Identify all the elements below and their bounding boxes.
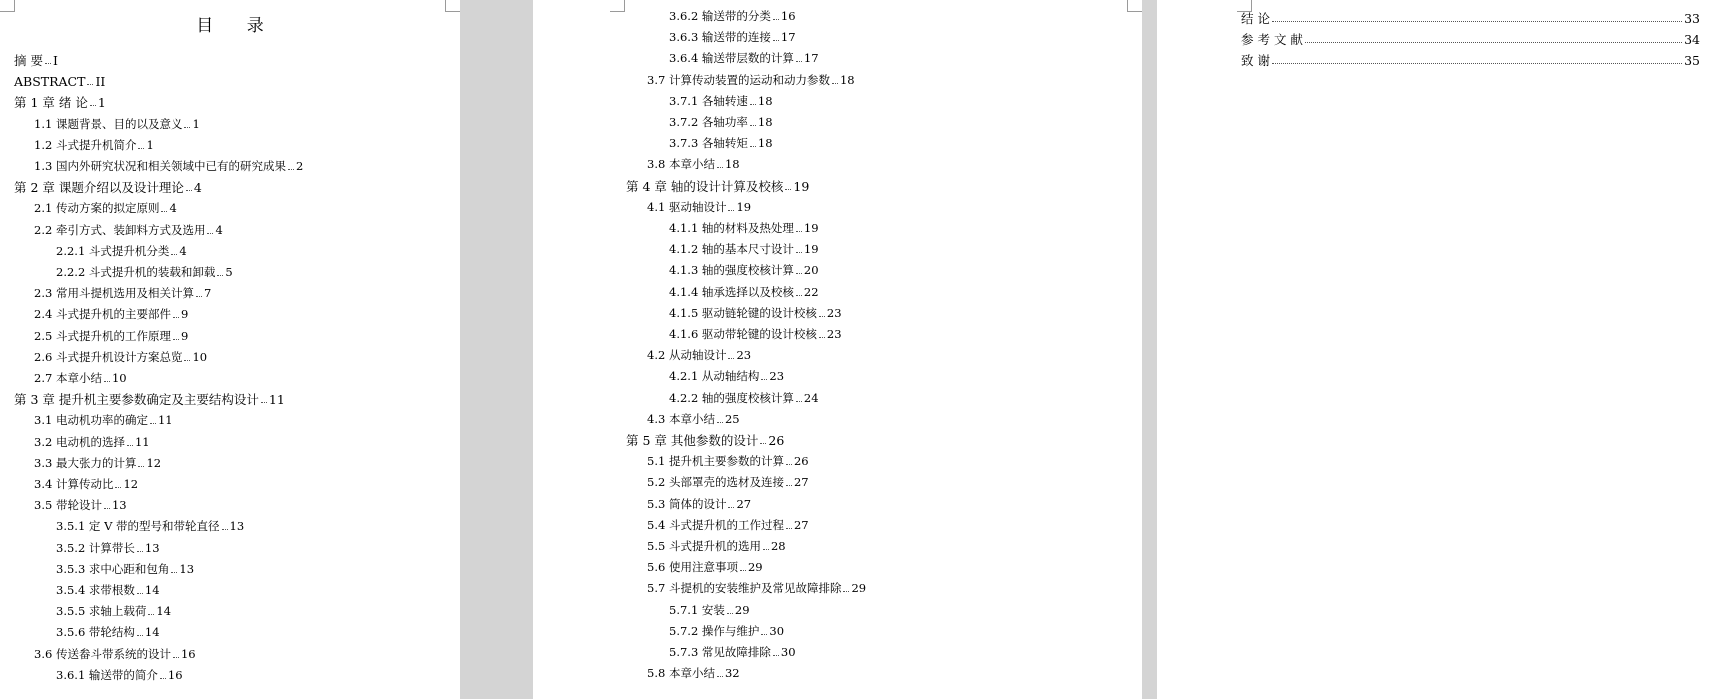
toc-entry[interactable] bbox=[626, 178, 810, 195]
toc-entry-page-number: 23 bbox=[826, 306, 842, 320]
page-corner-mark bbox=[1127, 0, 1142, 12]
toc-entry-title: 3.5.1 定 V 带的型号和带轮直径 bbox=[56, 519, 220, 533]
toc-entry-title: 第 2 章 课题介绍以及设计理论 bbox=[14, 180, 184, 195]
dot-leader bbox=[87, 84, 93, 85]
toc-entry[interactable] bbox=[647, 496, 752, 513]
toc-entry-title: 3.7 计算传动装置的运动和动力参数 bbox=[647, 73, 830, 87]
toc-entry-title: 2.1 传动方案的拟定原则 bbox=[34, 201, 160, 215]
toc-entry[interactable] bbox=[669, 368, 785, 385]
toc-entry-title: 2.2.1 斗式提升机分类 bbox=[56, 244, 170, 258]
dot-leader bbox=[137, 551, 143, 552]
toc-entry[interactable] bbox=[647, 580, 867, 597]
toc-entry-title: 1.3 国内外研究状况和相关领域中已有的研究成果 bbox=[34, 159, 286, 173]
toc-entry[interactable] bbox=[669, 623, 785, 640]
toc-entry-page-number: 25 bbox=[724, 412, 740, 426]
toc-entry-page-number: 27 bbox=[736, 497, 752, 511]
toc-entry-page-number: 16 bbox=[180, 647, 196, 661]
toc-entry[interactable] bbox=[14, 391, 285, 408]
toc-entry-title: 4.2.1 从动轴结构 bbox=[669, 369, 760, 383]
toc-entry-page-number: 24 bbox=[803, 391, 819, 405]
dot-leader bbox=[137, 635, 143, 636]
toc-entry-page-number: 17 bbox=[803, 51, 819, 65]
toc-entry-page-number: 26 bbox=[793, 454, 809, 468]
dot-leader bbox=[1272, 21, 1682, 22]
toc-entry-page-number: 13 bbox=[179, 562, 195, 576]
dot-leader bbox=[217, 275, 223, 276]
toc-entry-page-number: 10 bbox=[111, 371, 127, 385]
toc-entry-title: 4.1.1 轴的材料及热处理 bbox=[669, 221, 794, 235]
toc-entry[interactable] bbox=[669, 602, 750, 619]
dot-leader bbox=[786, 464, 792, 465]
dot-leader bbox=[196, 296, 202, 297]
toc-entry[interactable] bbox=[647, 411, 740, 428]
dot-leader bbox=[186, 190, 192, 191]
toc-entry-page-number: 5 bbox=[225, 265, 233, 279]
dot-leader bbox=[261, 402, 267, 403]
dot-leader bbox=[148, 614, 154, 615]
toc-entry-title: 4.1.5 驱动链轮键的设计校核 bbox=[669, 306, 817, 320]
toc-entry-title: 2.2 牵引方式、装卸料方式及选用 bbox=[34, 223, 206, 237]
toc-entry-title: 5.2 头部罩壳的选材及连接 bbox=[647, 475, 784, 489]
dot-leader bbox=[761, 634, 767, 635]
toc-entry[interactable] bbox=[1241, 52, 1700, 69]
toc-entry-title: 5.7.3 常见故障排除 bbox=[669, 645, 771, 659]
toc-page-2 bbox=[533, 0, 1142, 699]
toc-entry-title: 第 3 章 提升机主要参数确定及主要结构设计 bbox=[14, 392, 259, 407]
toc-entry-page-number: 23 bbox=[736, 348, 752, 362]
dot-leader bbox=[1272, 63, 1682, 64]
toc-entry-title: 5.7.1 安装 bbox=[669, 603, 725, 617]
toc-entry-title: 摘 要 bbox=[14, 53, 43, 68]
toc-entry-title: 3.5 带轮设计 bbox=[34, 498, 102, 512]
dot-leader bbox=[763, 549, 769, 550]
dot-leader bbox=[288, 169, 294, 170]
dot-leader bbox=[773, 19, 779, 20]
toc-entry[interactable] bbox=[669, 114, 773, 131]
dot-leader bbox=[796, 273, 802, 274]
toc-entry-page-number: 19 bbox=[803, 242, 819, 256]
toc-entry[interactable] bbox=[669, 8, 796, 25]
toc-page-1 bbox=[0, 0, 460, 699]
toc-entry-title: 4.2.2 轴的强度校核计算 bbox=[669, 391, 794, 405]
dot-leader bbox=[207, 233, 213, 234]
toc-entry-page-number: 4 bbox=[193, 180, 202, 195]
dot-leader bbox=[796, 231, 802, 232]
dot-leader bbox=[104, 381, 110, 382]
toc-entry-page-number: 18 bbox=[757, 94, 773, 108]
toc-entry-page-number: 9 bbox=[180, 329, 189, 343]
dot-leader bbox=[150, 423, 156, 424]
toc-entry-title: 第 1 章 绪 论 bbox=[14, 95, 88, 110]
toc-entry-title: 致 谢 bbox=[1241, 53, 1270, 68]
toc-entry[interactable] bbox=[647, 538, 786, 555]
dot-leader bbox=[832, 83, 838, 84]
dot-leader bbox=[819, 316, 825, 317]
dot-leader bbox=[728, 358, 734, 359]
toc-entry-title: 3.6 传送畚斗带系统的设计 bbox=[34, 647, 171, 661]
toc-entry-title: 2.2.2 斗式提升机的装载和卸载 bbox=[56, 265, 216, 279]
dot-leader bbox=[750, 104, 756, 105]
dot-leader bbox=[137, 593, 143, 594]
toc-entry[interactable] bbox=[14, 94, 106, 111]
toc-entry-page-number: 1 bbox=[97, 95, 106, 110]
page-gutter-right bbox=[1142, 0, 1157, 699]
toc-entry-page-number: 22 bbox=[803, 285, 819, 299]
toc-entry-page-number: 11 bbox=[134, 435, 150, 449]
toc-entry[interactable] bbox=[669, 241, 819, 258]
dot-leader bbox=[173, 317, 179, 318]
dot-leader bbox=[761, 379, 767, 380]
toc-entry-page-number: 27 bbox=[793, 475, 809, 489]
dot-leader bbox=[740, 570, 746, 571]
toc-entry[interactable] bbox=[647, 347, 752, 364]
toc-entry-page-number: 18 bbox=[757, 136, 773, 150]
dot-leader bbox=[1305, 42, 1682, 43]
toc-entry[interactable] bbox=[647, 665, 740, 682]
toc-entry[interactable] bbox=[14, 179, 202, 196]
toc-entry-title: 3.1 电动机功率的确定 bbox=[34, 413, 148, 427]
toc-entry-page-number: 12 bbox=[146, 456, 162, 470]
dot-leader bbox=[171, 572, 177, 573]
toc-entry-title: 4.3 本章小结 bbox=[647, 412, 715, 426]
toc-entry[interactable] bbox=[647, 453, 809, 470]
toc-entry-page-number: 14 bbox=[144, 625, 160, 639]
toc-entry-title: 5.6 使用注意事项 bbox=[647, 560, 738, 574]
dot-leader bbox=[717, 167, 723, 168]
toc-entry[interactable] bbox=[1241, 10, 1700, 27]
toc-entry-page-number: 18 bbox=[757, 115, 773, 129]
toc-entry[interactable] bbox=[669, 93, 773, 110]
dot-leader bbox=[115, 487, 121, 488]
toc-entry-title: 3.7.3 各轴转矩 bbox=[669, 136, 748, 150]
dot-leader bbox=[750, 125, 756, 126]
dot-leader bbox=[184, 360, 190, 361]
dot-leader bbox=[796, 401, 802, 402]
toc-entry-title: 3.5.6 带轮结构 bbox=[56, 625, 135, 639]
toc-entry-page-number: II bbox=[95, 74, 106, 89]
dot-leader bbox=[728, 210, 734, 211]
toc-entry-page-number: 29 bbox=[734, 603, 750, 617]
toc-entry-title: 3.6.4 输送带层数的计算 bbox=[669, 51, 794, 65]
toc-entry-page-number: 4 bbox=[169, 201, 177, 215]
dot-leader bbox=[45, 63, 51, 64]
toc-entry-title: 1.1 课题背景、目的以及意义 bbox=[34, 117, 183, 131]
dot-leader bbox=[760, 443, 766, 444]
toc-entry-page-number: 14 bbox=[156, 604, 172, 618]
toc-entry-page-number: 1 bbox=[146, 138, 154, 152]
dot-leader bbox=[104, 508, 110, 509]
toc-entry-page-number: 34 bbox=[1684, 32, 1700, 47]
dot-leader bbox=[161, 211, 167, 212]
dot-leader bbox=[819, 337, 825, 338]
toc-entry-title: 5.8 本章小结 bbox=[647, 666, 715, 680]
toc-entry-page-number: 11 bbox=[157, 413, 173, 427]
toc-entry-title: 第 4 章 轴的设计计算及校核 bbox=[626, 179, 784, 194]
toc-entry-title: 3.6.2 输送带的分类 bbox=[669, 9, 771, 23]
dot-leader bbox=[786, 485, 792, 486]
dot-leader bbox=[222, 529, 228, 530]
toc-entry-title: 3.3 最大张力的计算 bbox=[34, 456, 137, 470]
dot-leader bbox=[171, 254, 177, 255]
toc-entry-page-number: 29 bbox=[747, 560, 763, 574]
toc-entry-title: 3.7.1 各轴转速 bbox=[669, 94, 748, 108]
page-corner-mark bbox=[610, 0, 625, 12]
toc-entry-title: 3.6.1 输送带的简介 bbox=[56, 668, 158, 682]
toc-entry-title: 第 5 章 其他参数的设计 bbox=[626, 433, 759, 448]
dot-leader bbox=[160, 678, 166, 679]
toc-entry-page-number: 27 bbox=[793, 518, 809, 532]
toc-entry[interactable] bbox=[647, 72, 855, 89]
toc-entry-page-number: 19 bbox=[803, 221, 819, 235]
toc-entry-page-number: 12 bbox=[123, 477, 139, 491]
toc-entry-title: 结 论 bbox=[1241, 11, 1270, 26]
toc-entry-page-number: 14 bbox=[144, 583, 160, 597]
toc-entry-title: 4.1.4 轴承选择以及校核 bbox=[669, 285, 794, 299]
toc-entry-page-number: 4 bbox=[179, 244, 187, 258]
toc-entry-title: 3.6.3 输送带的连接 bbox=[669, 30, 771, 44]
toc-entry-title: 4.1.2 轴的基本尺寸设计 bbox=[669, 242, 794, 256]
toc-entry-page-number: 16 bbox=[167, 668, 183, 682]
toc-entry-page-number: 18 bbox=[839, 73, 855, 87]
toc-entry-page-number: 7 bbox=[203, 286, 212, 300]
toc-entry-title: ABSTRACT bbox=[14, 74, 86, 89]
toc-entry[interactable] bbox=[669, 305, 842, 322]
toc-entry-page-number: 35 bbox=[1684, 53, 1700, 68]
toc-entry-title: 4.2 从动轴设计 bbox=[647, 348, 727, 362]
dot-leader bbox=[773, 40, 779, 41]
dot-leader bbox=[750, 146, 756, 147]
toc-entry-title: 3.4 计算传动比 bbox=[34, 477, 114, 491]
toc-entry[interactable] bbox=[669, 390, 819, 407]
toc-entry-page-number: 13 bbox=[111, 498, 127, 512]
toc-entry-title: 3.5.3 求中心距和包角 bbox=[56, 562, 170, 576]
dot-leader bbox=[138, 466, 144, 467]
dot-leader bbox=[796, 252, 802, 253]
toc-entry-title: 2.5 斗式提升机的工作原理 bbox=[34, 329, 171, 343]
toc-entry-page-number: 23 bbox=[769, 369, 785, 383]
toc-entry-page-number: 4 bbox=[215, 223, 223, 237]
toc-entry-page-number: 29 bbox=[851, 581, 867, 595]
toc-entry[interactable] bbox=[669, 135, 773, 152]
toc-entry-page-number: 20 bbox=[803, 263, 819, 277]
toc-entry-page-number: 13 bbox=[144, 541, 160, 555]
dot-leader bbox=[796, 295, 802, 296]
toc-entry-page-number: 10 bbox=[192, 350, 208, 364]
toc-heading: 目 录 bbox=[196, 16, 278, 36]
toc-entry-title: 5.4 斗式提升机的工作过程 bbox=[647, 518, 784, 532]
toc-entry-page-number: 19 bbox=[736, 200, 752, 214]
toc-entry-title: 3.8 本章小结 bbox=[647, 157, 715, 171]
toc-entry-title: 4.1.3 轴的强度校核计算 bbox=[669, 263, 794, 277]
toc-entry-page-number: 28 bbox=[770, 539, 786, 553]
toc-entry-page-number: 33 bbox=[1684, 11, 1700, 26]
toc-entry-page-number: 30 bbox=[780, 645, 796, 659]
toc-entry[interactable] bbox=[647, 517, 809, 534]
dot-leader bbox=[127, 445, 133, 446]
dot-leader bbox=[173, 657, 179, 658]
toc-entry-page-number: 11 bbox=[268, 392, 285, 407]
toc-entry-page-number: 30 bbox=[769, 624, 785, 638]
toc-entry[interactable] bbox=[669, 220, 819, 237]
toc-entry-title: 2.7 本章小结 bbox=[34, 371, 102, 385]
toc-entry[interactable] bbox=[14, 73, 106, 90]
toc-entry[interactable] bbox=[669, 326, 842, 343]
toc-entry-title: 3.5.2 计算带长 bbox=[56, 541, 135, 555]
toc-entry-page-number: 17 bbox=[780, 30, 796, 44]
toc-entry-page-number: I bbox=[52, 53, 58, 68]
toc-entry-title: 2.3 常用斗提机选用及相关计算 bbox=[34, 286, 194, 300]
toc-entry[interactable] bbox=[669, 262, 819, 279]
toc-entry-page-number: 13 bbox=[229, 519, 245, 533]
toc-entry[interactable] bbox=[669, 29, 796, 46]
page-gutter-left bbox=[460, 0, 533, 699]
toc-entry-page-number: 19 bbox=[793, 179, 810, 194]
toc-entry[interactable] bbox=[669, 284, 819, 301]
toc-entry-title: 5.5 斗式提升机的选用 bbox=[647, 539, 761, 553]
dot-leader bbox=[785, 189, 791, 190]
dot-leader bbox=[184, 127, 190, 128]
toc-entry-title: 2.6 斗式提升机设计方案总览 bbox=[34, 350, 183, 364]
toc-entry[interactable] bbox=[14, 52, 58, 69]
toc-entry-page-number: 1 bbox=[192, 117, 200, 131]
toc-entry-title: 5.1 提升机主要参数的计算 bbox=[647, 454, 784, 468]
toc-entry-page-number: 23 bbox=[826, 327, 842, 341]
toc-entry-title: 5.7 斗提机的安装维护及常见故障排除 bbox=[647, 581, 842, 595]
toc-entry[interactable] bbox=[647, 156, 740, 173]
dot-leader bbox=[773, 655, 779, 656]
dot-leader bbox=[717, 676, 723, 677]
dot-leader bbox=[728, 507, 734, 508]
dot-leader bbox=[138, 148, 144, 149]
toc-entry-page-number: 16 bbox=[780, 9, 796, 23]
toc-entry-title: 4.1.6 驱动带轮键的设计校核 bbox=[669, 327, 817, 341]
toc-entry-page-number: 32 bbox=[724, 666, 740, 680]
dot-leader bbox=[727, 613, 733, 614]
toc-entry-title: 1.2 斗式提升机简介 bbox=[34, 138, 137, 152]
toc-entry[interactable] bbox=[647, 559, 763, 576]
toc-entry-title: 4.1 驱动轴设计 bbox=[647, 200, 727, 214]
toc-entry[interactable] bbox=[647, 474, 809, 491]
toc-entry[interactable] bbox=[669, 644, 796, 661]
toc-page-3 bbox=[1157, 0, 1710, 699]
toc-entry-title: 3.5.4 求带根数 bbox=[56, 583, 135, 597]
dot-leader bbox=[173, 339, 179, 340]
toc-entry-page-number: 26 bbox=[768, 433, 785, 448]
dot-leader bbox=[786, 528, 792, 529]
toc-entry-page-number: 18 bbox=[724, 157, 740, 171]
toc-entry-title: 3.2 电动机的选择 bbox=[34, 435, 125, 449]
toc-entry-title: 3.5.5 求轴上载荷 bbox=[56, 604, 147, 618]
dot-leader bbox=[717, 422, 723, 423]
dot-leader bbox=[796, 61, 802, 62]
toc-entry-title: 2.4 斗式提升机的主要部件 bbox=[34, 307, 171, 321]
toc-entry-title: 3.7.2 各轴功率 bbox=[669, 115, 748, 129]
toc-entry-page-number: 9 bbox=[180, 307, 189, 321]
toc-entry-title: 5.3 筒体的设计 bbox=[647, 497, 727, 511]
toc-entry-title: 参 考 文 献 bbox=[1241, 32, 1303, 47]
toc-entry[interactable] bbox=[626, 432, 785, 449]
toc-entry[interactable] bbox=[669, 50, 819, 67]
toc-entry-title: 5.7.2 操作与维护 bbox=[669, 624, 760, 638]
dot-leader bbox=[90, 105, 96, 106]
toc-entry[interactable] bbox=[647, 199, 752, 216]
toc-entry[interactable] bbox=[1241, 31, 1700, 48]
dot-leader bbox=[843, 591, 849, 592]
toc-entry-page-number: 2 bbox=[295, 159, 304, 173]
